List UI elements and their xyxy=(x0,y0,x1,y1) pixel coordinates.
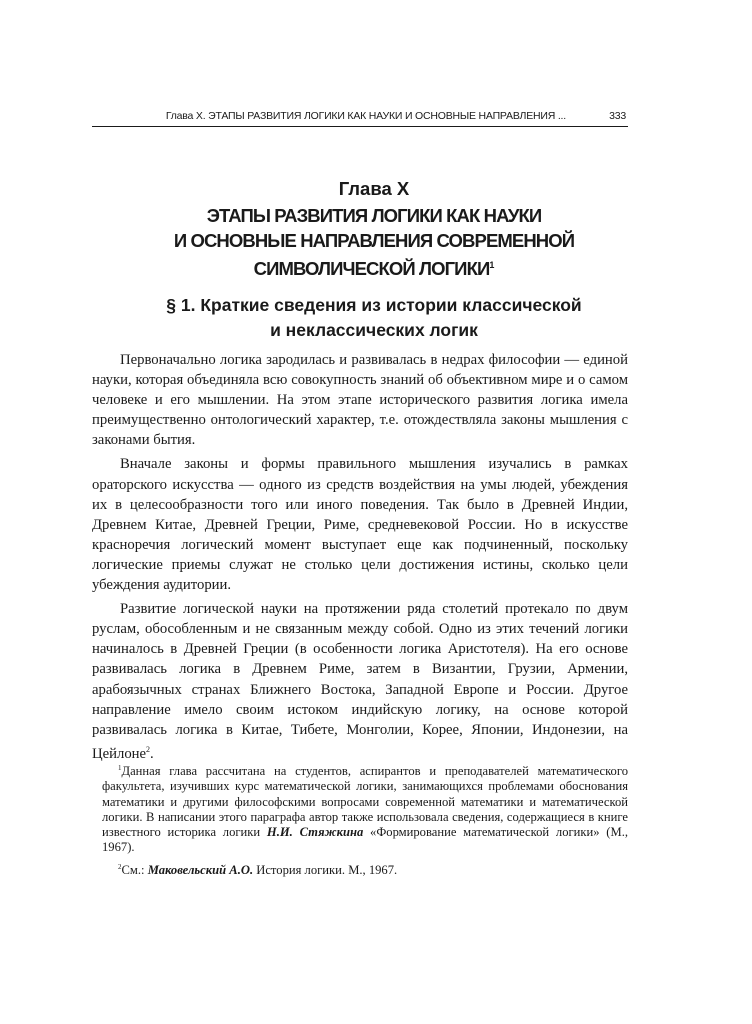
section-title xyxy=(92,293,656,343)
footnote-2-text: История логики. М., 1967. xyxy=(256,863,398,878)
paragraph-3-end: . xyxy=(150,745,154,762)
paragraph-2: Вначале законы и формы правильного мышления изучались в рамках ораторского искусства — одного из средств воздействия на умы людей, убеждения их в целесообразности того или иного поведения. Так было в Древней Индии, Древнем Китае, Древней Греции, Риме, средневековой России. Но в искусстве красноречия логический момент выступает еще как подчиненный, поскольку логические приемы служат не столько цели достижения истины, сколько цели убеждения аудитории. xyxy=(92,456,628,594)
footnote-1 xyxy=(102,761,628,855)
running-header xyxy=(92,108,628,127)
footnote-1-text-end: «Формирование математической логики» (М., 1967). xyxy=(102,825,628,855)
running-title: Глава X. ЭТАПЫ РАЗВИТИЯ ЛОГИКИ КАК НАУКИ И ОСНОВНЫЕ НАПРАВЛЕНИЯ ... xyxy=(165,110,566,122)
footnote-2-prefix: См.: xyxy=(121,863,145,878)
chapter-title-line-3 xyxy=(92,253,656,281)
body-text xyxy=(92,350,628,768)
footnote-ref-2: 2 xyxy=(146,744,151,754)
section-title-line-1: § 1. Краткие сведения из истории классической xyxy=(166,295,582,316)
footnote-1-text: Данная глава рассчитана на студентов, аспирантов и преподавателей математического факультета, изучивших курс математической логики, занимающихся проблемами обоснования математики и другими философскими вопросами современной математики и математической логики. В написании этого параграфа автор также использовала сведения, содержащиеся в книге известного историка логики xyxy=(102,764,628,839)
paragraph-3 xyxy=(92,599,628,764)
chapter-heading xyxy=(92,176,656,343)
footnote-2 xyxy=(102,860,628,878)
chapter-footnote-ref: 1 xyxy=(489,260,495,270)
chapter-title-line-1: ЭТАПЫ РАЗВИТИЯ ЛОГИКИ КАК НАУКИ xyxy=(206,205,542,226)
footnote-1-mark: 1 xyxy=(118,764,122,772)
chapter-title-text: СИМВОЛИЧЕСКОЙ ЛОГИКИ xyxy=(253,258,490,280)
page-number: 333 xyxy=(609,110,626,122)
paragraph-1: Первоначально логика зародилась и развивалась в недрах философии — единой науки, которая объединяла всю совокупность знаний об объективном мире и о самом человеке и его мышлении. На этом этапе исторического развития логика имела преимущественно онтологический характер, т.е. отождествляла законы мышления с законами бытия. xyxy=(92,352,628,449)
chapter-title-line-2: И ОСНОВНЫЕ НАПРАВЛЕНИЯ СОВРЕМЕННОЙ xyxy=(173,230,575,251)
footnote-2-author: Маковельский А.О. xyxy=(147,863,254,878)
chapter-label: Глава X xyxy=(338,178,410,199)
section-title-line-2: и неклассических логик xyxy=(270,320,478,341)
paragraph-3-text: Развитие логической науки на протяжении ряда столетий протекало по двум руслам, обособленным и не связанным между собой. Одно из этих течений логики начиналось в Древней Греции (в особенности логика Аристотеля). На его основе развивалась логика в Древнем Риме, затем в Византии, Грузии, Армении, арабоязычных странах Ближнего Востока, Западной Европе и России. Другое направление имело своим истоком индийскую логику, на основе которой развивалась логика в Китае, Тибете, Монголии, Корее, Японии, Индонезии, на Цейлоне xyxy=(92,601,628,762)
footnote-2-mark: 2 xyxy=(118,863,122,872)
footnote-1-author: Н.И. Стяжкина xyxy=(266,825,364,839)
footnotes xyxy=(102,761,628,884)
